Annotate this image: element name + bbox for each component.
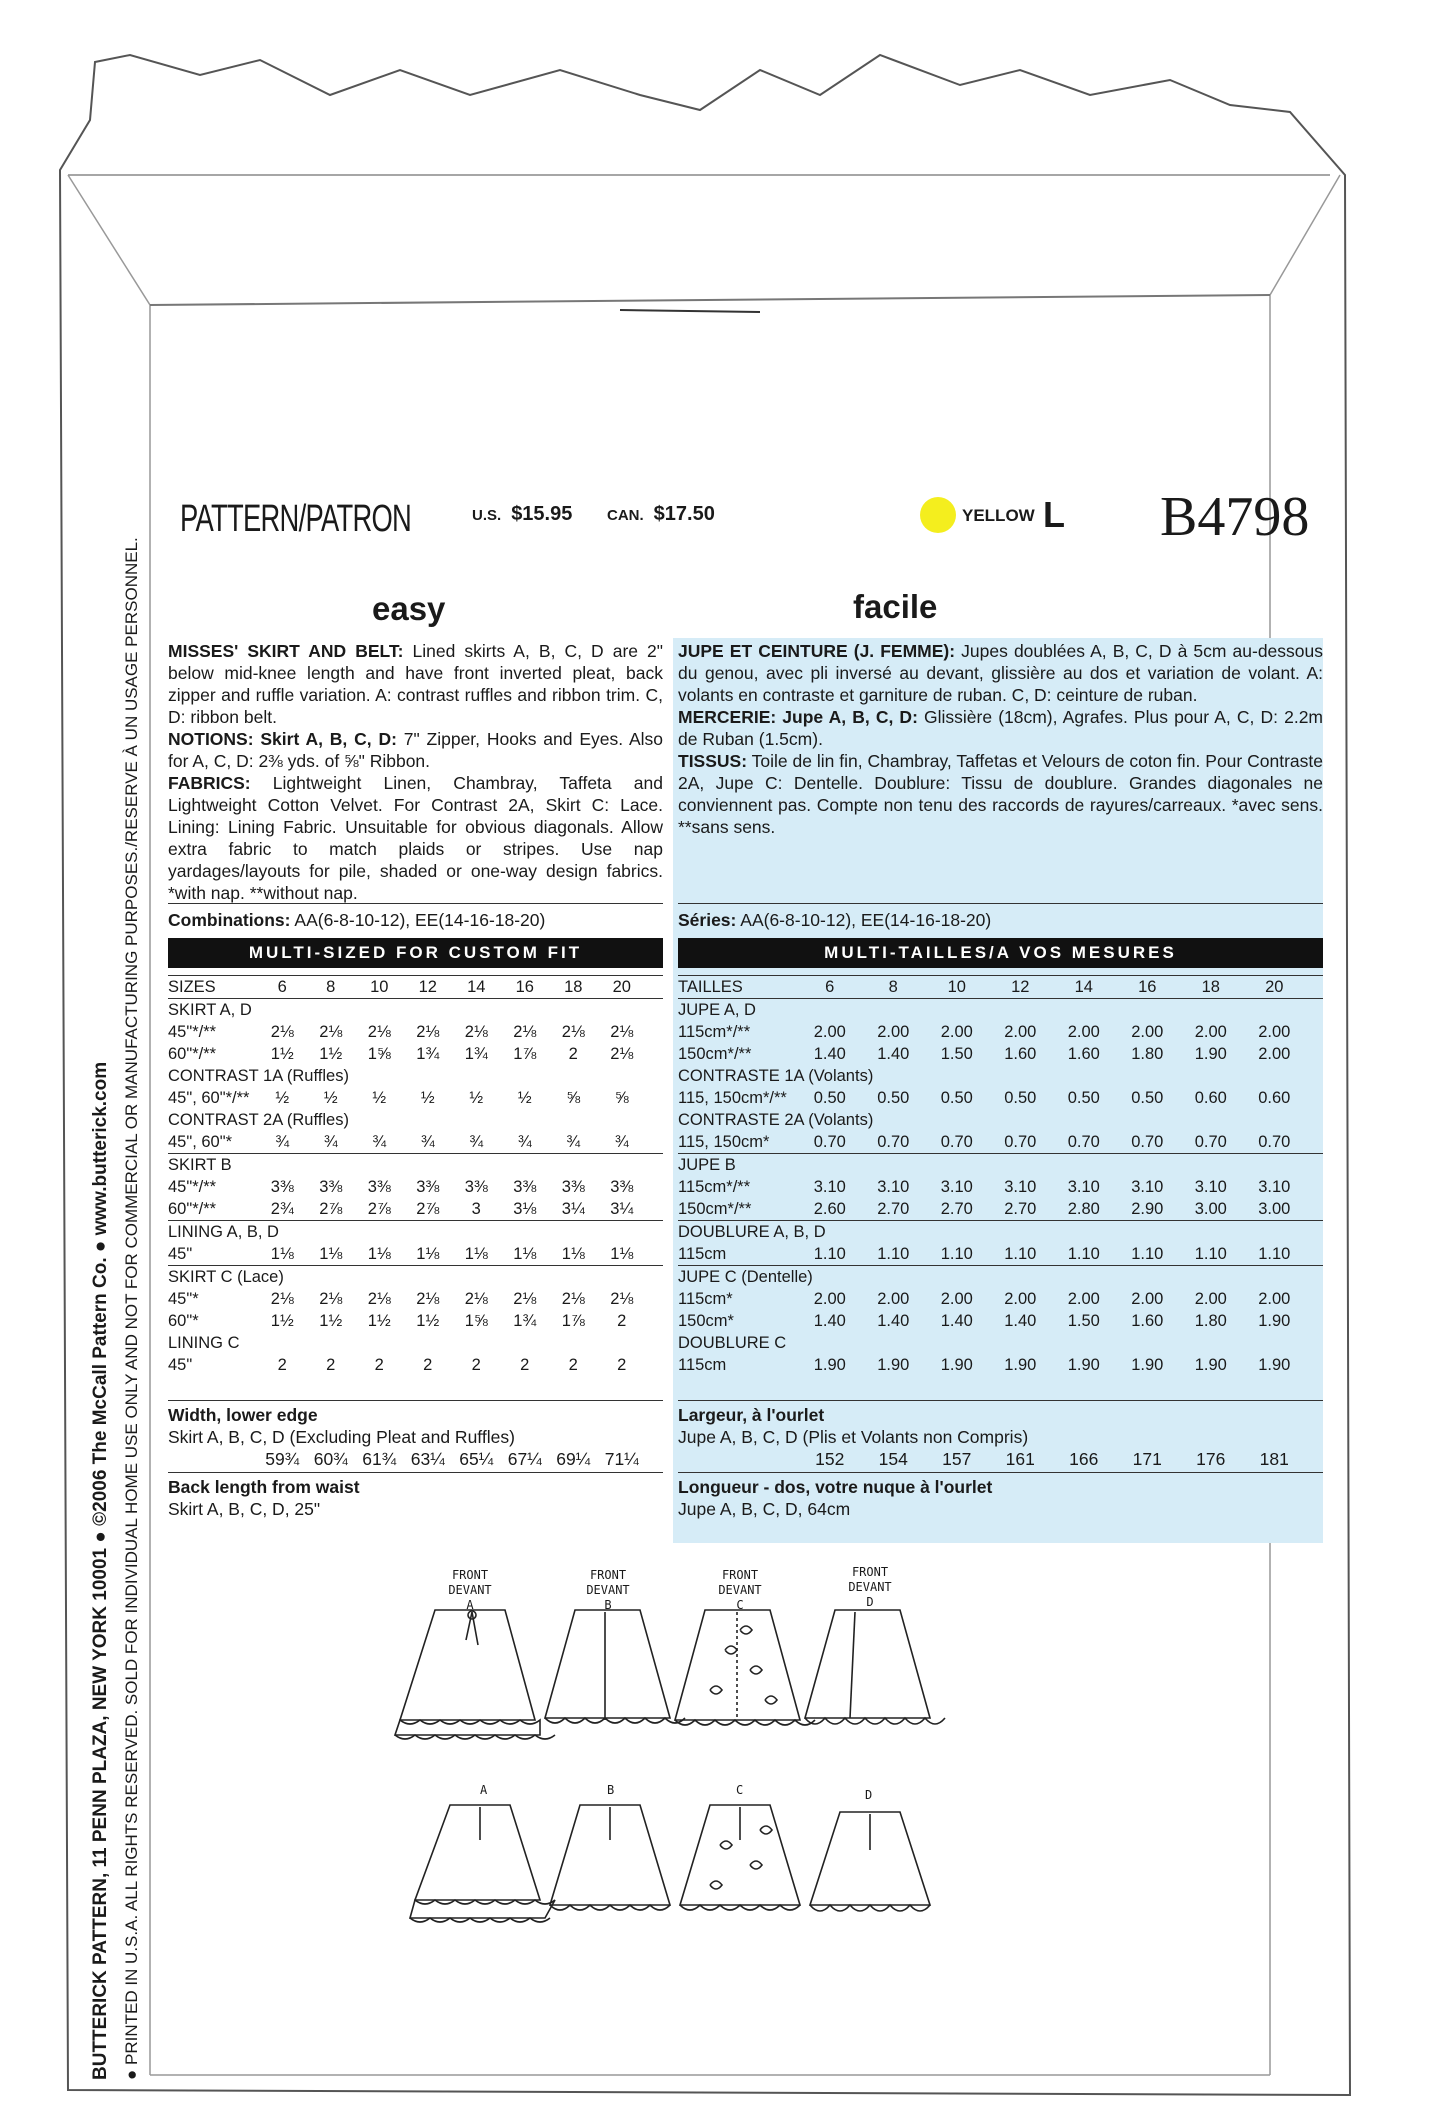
french-table-row: 115, 150cm*/** 0.50 0.50 0.50 0.50 0.50 0.50 0.60 0.60 xyxy=(678,1089,1291,1107)
width-value: 65¼ xyxy=(459,1449,494,1469)
skirt-front-d-sketch xyxy=(805,1610,945,1724)
skirt-back-a-sketch xyxy=(410,1805,555,1922)
english-table-row: 45"*/** 3⅜ 3⅜ 3⅜ 3⅜ 3⅜ 3⅜ 3⅜ 3⅜ xyxy=(168,1178,634,1196)
english-table-row: 45", 60"*/** ½ ½ ½ ½ ½ ½ ⅝ ⅝ xyxy=(168,1089,629,1107)
french-table-row: 115cm*/** 3.10 3.10 3.10 3.10 3.10 3.10 3.10 3.10 xyxy=(678,1178,1291,1196)
width-value: 152 xyxy=(815,1449,845,1469)
sketch-label-back-c: C xyxy=(736,1783,744,1797)
french-size-bar: MULTI-TAILLES/A VOS MESURES xyxy=(678,938,1323,968)
side-text-line2: ● PRINTED IN U.S.A. ALL RIGHTS RESERVED. SOLD FOR INDIVIDUAL HOME USE ONLY AND NOT FOR COMMERCIAL OR MANUFACTURING PURPOSES./RESERVE À UN USAGE PERSONNEL. xyxy=(122,537,141,2080)
english-table-header-row: SIZES 6 8 10 12 14 16 18 20 xyxy=(168,975,663,998)
english-combinations: Combinations: AA(6-8-10-12), EE(14-16-18-20) xyxy=(168,910,546,930)
easy-heading: easy xyxy=(372,590,446,627)
facile-heading: facile xyxy=(853,588,938,625)
skirt-front-c-sketch xyxy=(675,1610,815,1725)
width-value: 71¼ xyxy=(604,1449,639,1469)
english-description-paragraph: NOTIONS: Skirt A, B, C, D: 7" Zipper, Hooks and Eyes. Also for A, C, D: 2⅜ yds. of ⅝" Ribbon. xyxy=(168,729,663,771)
french-table-row: JUPE B xyxy=(678,1153,1323,1176)
english-description-paragraph: MISSES' SKIRT AND BELT: Lined skirts A, B, C, D are 2" below mid-knee length and have front inverted pleat, back zipper and ruffle variation. A: contrast ruffles and ribbon trim. C, D: ribbon belt. xyxy=(168,641,663,727)
pattern-back-page xyxy=(150,0,1350,2121)
width-value: 181 xyxy=(1259,1449,1289,1469)
english-table-row: CONTRAST 1A (Ruffles) xyxy=(168,1067,349,1085)
english-table-row: 45"*/** 2⅛ 2⅛ 2⅛ 2⅛ 2⅛ 2⅛ 2⅛ 2⅛ xyxy=(168,1023,634,1041)
width-value: 166 xyxy=(1069,1449,1099,1469)
brand-label: PATTERN/PATRON xyxy=(180,498,412,540)
width-value: 69¼ xyxy=(556,1449,591,1469)
english-table-row: LINING A, B, D xyxy=(168,1220,663,1243)
english-table-row: SKIRT C (Lace) xyxy=(168,1265,663,1288)
english-size-bar: MULTI-SIZED FOR CUSTOM FIT xyxy=(168,938,663,968)
french-table-row: CONTRASTE 2A (Volants) xyxy=(678,1111,874,1129)
english-table-row: 60"*/** 2¾ 2⅞ 2⅞ 2⅞ 3 3⅛ 3¼ 3¼ xyxy=(168,1200,634,1218)
french-description-paragraph: TISSUS: Toile de lin fin, Chambray, Taffetas et Velours de coton fin. Pour Contraste 2A, Jupe C: Dentelle. Doublure: Tissu de doublure. Grandes diagonales ne conviennent pas. Compte non tenu des raccords de rayures/carreaux. *avec sens. **sans sens. xyxy=(678,751,1323,837)
sketch-label-front-c: FRONT DEVANT C xyxy=(718,1568,762,1612)
width-value: 63¼ xyxy=(410,1449,445,1469)
english-table-row: 45", 60"* ¾ ¾ ¾ ¾ ¾ ¾ ¾ ¾ xyxy=(168,1133,629,1151)
english-description-paragraph: FABRICS: Lightweight Linen, Chambray, Taffeta and Lightweight Cotton Velvet. For Contrast 2A, Skirt C: Lace. Lining: Lining Fabric. Unsuitable for obvious diagonals. Allow extra fabric to match plaids or stripes. Use nap yardages/layouts for pile, shaded or one-way design fabrics. *with nap. **without nap. xyxy=(168,773,663,903)
english-table-row: CONTRAST 2A (Ruffles) xyxy=(168,1111,349,1129)
english-table-row: 60"*/** 1½ 1½ 1⅝ 1¾ 1¾ 1⅞ 2 2⅛ xyxy=(168,1045,634,1063)
canada-price: CAN. $17.50 xyxy=(607,503,715,525)
french-width-lower-edge: Largeur, à l'ourlet Jupe A, B, C, D (Plis et Volants non Compris) 152 154 157 161 166 171 176 181 xyxy=(678,1404,1323,1470)
width-value: 60¾ xyxy=(313,1449,348,1469)
french-table-row: 150cm* 1.40 1.40 1.40 1.40 1.50 1.60 1.80 1.90 xyxy=(678,1312,1291,1330)
sketch-label-back-d: D xyxy=(865,1788,873,1802)
width-value: 157 xyxy=(942,1449,972,1469)
french-table-row: 115cm 1.90 1.90 1.90 1.90 1.90 1.90 1.90 1.90 xyxy=(678,1356,1291,1374)
sketch-label-front-b: FRONT DEVANT B xyxy=(586,1568,630,1612)
width-value: 171 xyxy=(1132,1449,1162,1469)
skirt-back-b-sketch xyxy=(550,1805,670,1910)
french-back-length: Longueur - dos, votre nuque à l'ourlet Jupe A, B, C, D, 64cm xyxy=(678,1477,993,1519)
skirt-sketches xyxy=(150,0,1350,2121)
width-value: 161 xyxy=(1005,1449,1035,1469)
sketch-label-back-b: B xyxy=(607,1783,615,1797)
english-back-length: Back length from waist Skirt A, B, C, D, 25" xyxy=(168,1477,360,1519)
english-table-row: 60"* 1½ 1½ 1½ 1½ 1⅝ 1¾ 1⅞ 2 xyxy=(168,1312,627,1330)
french-table-row: DOUBLURE C xyxy=(678,1334,787,1352)
skirt-back-d-sketch xyxy=(810,1812,930,1911)
width-value: 154 xyxy=(878,1449,908,1469)
french-table-row: 115, 150cm* 0.70 0.70 0.70 0.70 0.70 0.70 0.70 0.70 xyxy=(678,1133,1291,1151)
english-table-row: LINING C xyxy=(168,1334,240,1352)
color-label: YELLOW xyxy=(962,506,1035,525)
width-value: 67¼ xyxy=(507,1449,542,1469)
english-table-row: SKIRT B xyxy=(168,1153,663,1176)
english-table-row: 45" 1⅛ 1⅛ 1⅛ 1⅛ 1⅛ 1⅛ 1⅛ 1⅛ xyxy=(168,1245,634,1263)
side-publisher-text xyxy=(90,537,142,2080)
sketch-label-front-a: FRONT DEVANT A xyxy=(448,1568,492,1612)
english-table-row: 45" 2 2 2 2 2 2 2 2 xyxy=(168,1356,627,1374)
english-table-row: SKIRT A, D xyxy=(168,998,663,1021)
side-text-line1: BUTTERICK PATTERN, 11 PENN PLAZA, NEW YORK 10001 ● ©2006 The McCall Pattern Co. ● www.butterick.com xyxy=(90,1061,111,2080)
skirt-front-a-sketch xyxy=(395,1610,555,1739)
width-value: 61¾ xyxy=(362,1449,397,1469)
skirt-back-c-sketch xyxy=(680,1805,800,1910)
french-table-header-row: TAILLES 6 8 10 12 14 16 18 20 xyxy=(678,975,1323,998)
french-description-paragraph: MERCERIE: Jupe A, B, C, D: Glissière (18cm), Agrafes. Plus pour A, C, D: 2.2m de Ruban (1.5cm). xyxy=(678,707,1324,749)
english-width-lower-edge: Width, lower edge Skirt A, B, C, D (Excluding Pleat and Ruffles) 59¾ 60¾ 61¾ 63¼ 65¼ 67¼ 69¼ 71¼ xyxy=(168,1404,663,1470)
french-table-row: 115cm*/** 2.00 2.00 2.00 2.00 2.00 2.00 2.00 2.00 xyxy=(678,1023,1291,1041)
sketch-label-back-a: A xyxy=(480,1783,488,1797)
french-table-row: JUPE C (Dentelle) xyxy=(678,1265,1323,1288)
skirt-front-b-sketch xyxy=(545,1610,685,1723)
french-table-row: 150cm*/** 2.60 2.70 2.70 2.70 2.80 2.90 3.00 3.00 xyxy=(678,1200,1291,1218)
french-table-row: CONTRASTE 1A (Volants) xyxy=(678,1067,874,1085)
french-table-row: 115cm* 2.00 2.00 2.00 2.00 2.00 2.00 2.00 2.00 xyxy=(678,1290,1291,1308)
french-table-row: 115cm 1.10 1.10 1.10 1.10 1.10 1.10 1.10 1.10 xyxy=(678,1245,1291,1263)
size-letter: L xyxy=(1043,494,1065,535)
sketch-label-front-d: FRONT DEVANT D xyxy=(848,1565,892,1609)
width-value: 59¾ xyxy=(265,1449,300,1469)
french-table-row: 150cm*/** 1.40 1.40 1.50 1.60 1.60 1.80 1.90 2.00 xyxy=(678,1045,1291,1063)
english-table-row: 45"* 2⅛ 2⅛ 2⅛ 2⅛ 2⅛ 2⅛ 2⅛ 2⅛ xyxy=(168,1290,634,1308)
french-table-row: JUPE A, D xyxy=(678,998,1323,1021)
pattern-code: B4798 xyxy=(1160,486,1310,548)
french-combinations: Séries: AA(6-8-10-12), EE(14-16-18-20) xyxy=(678,910,992,930)
width-value: 176 xyxy=(1196,1449,1226,1469)
french-table-row: DOUBLURE A, B, D xyxy=(678,1220,1323,1243)
french-description-paragraph: JUPE ET CEINTURE (J. FEMME): Jupes doublées A, B, C, D à 5cm au-dessous du genou, avec pli inversé au devant, glissière au dos et variation de volant. A: volants en contraste et garniture de ruban. C, D: ceinture de ruban. xyxy=(678,641,1323,705)
us-price: U.S. $15.95 xyxy=(472,503,573,525)
